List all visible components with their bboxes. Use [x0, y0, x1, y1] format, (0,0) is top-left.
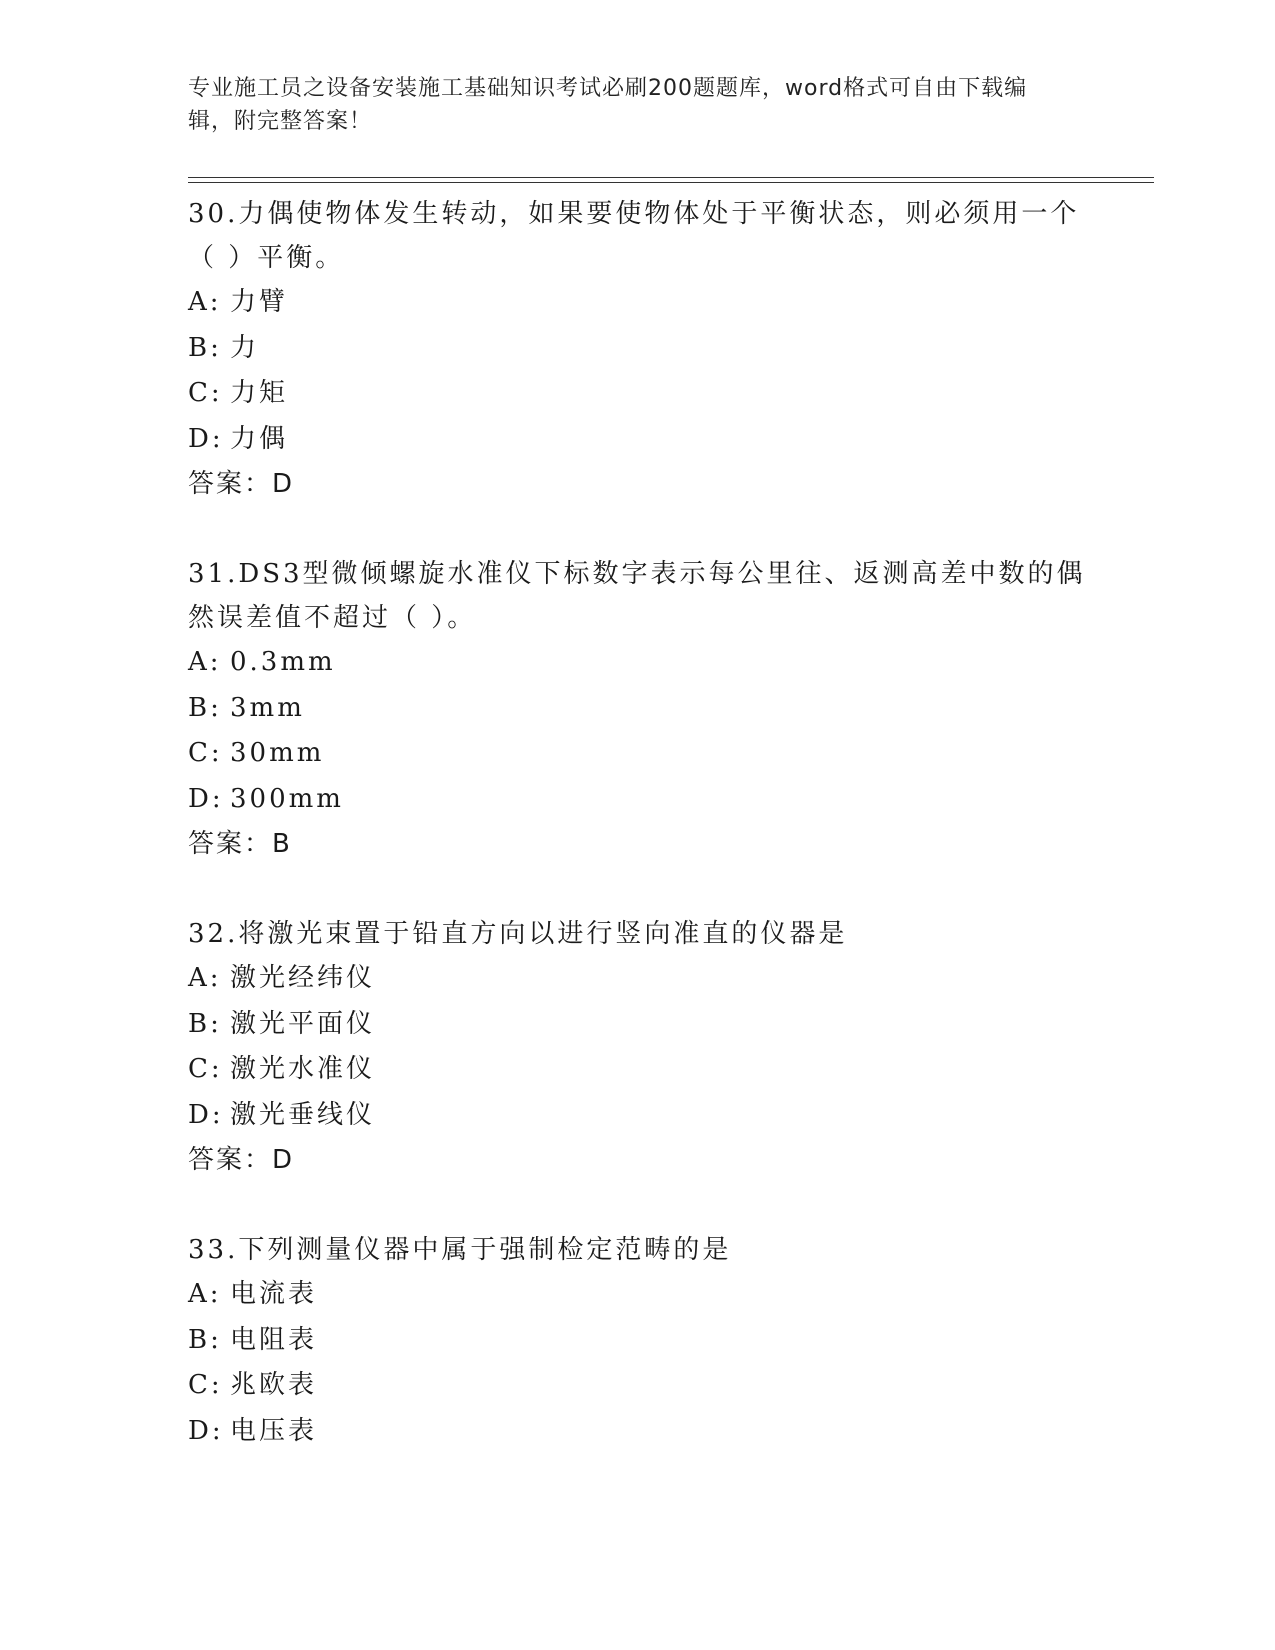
option-text: 激光经纬仪 — [230, 963, 376, 993]
option-a — [188, 280, 1088, 326]
option-c — [188, 1363, 1088, 1409]
answer-line: 答案：D — [188, 1145, 295, 1175]
option-text: 0.3mm — [230, 647, 336, 677]
option-d — [188, 777, 1088, 823]
option-letter: A: — [188, 287, 222, 317]
option-letter: C: — [188, 1054, 223, 1084]
question-32 — [188, 912, 1088, 1182]
option-letter: D: — [188, 423, 224, 454]
option-d — [188, 1093, 1088, 1139]
option-c — [188, 731, 1088, 777]
option-text: 力偶 — [230, 423, 289, 454]
answer-line: 答案：D — [188, 469, 295, 499]
question-33 — [188, 1228, 1088, 1454]
option-text: 激光平面仪 — [230, 1008, 376, 1039]
option-letter: B: — [188, 1008, 222, 1039]
option-text: 电流表 — [230, 1279, 318, 1309]
option-text: 3mm — [230, 692, 305, 723]
option-b — [188, 1318, 1088, 1364]
question-stem: 31.DS3型微倾螺旋水准仪下标数字表示每公里往、返测高差中数的偶然误差值不超过（ ）。 — [188, 559, 1086, 633]
option-letter: A: — [188, 647, 222, 677]
option-text: 电阻表 — [230, 1324, 318, 1355]
question-30 — [188, 192, 1088, 506]
answer-line: 答案：B — [188, 829, 292, 859]
option-letter: D: — [188, 1415, 224, 1446]
option-letter: D: — [188, 1099, 224, 1130]
question-stem: 33.下列测量仪器中属于强制检定范畴的是 — [188, 1235, 732, 1265]
option-a — [188, 956, 1088, 1002]
option-d — [188, 1409, 1088, 1455]
option-text: 300mm — [230, 783, 344, 814]
header-divider-top — [188, 177, 1154, 178]
option-d — [188, 417, 1088, 463]
option-text: 力臂 — [230, 287, 289, 317]
option-c — [188, 1047, 1088, 1093]
option-letter: C: — [188, 378, 223, 408]
document-header: 专业施工员之设备安装施工基础知识考试必刷200题题库，word格式可自由下载编辑，附完整答案！ — [188, 76, 1028, 134]
option-text: 激光水准仪 — [230, 1054, 376, 1084]
option-b — [188, 1002, 1088, 1048]
option-b — [188, 326, 1088, 372]
option-a — [188, 640, 1088, 686]
option-letter: B: — [188, 332, 222, 363]
option-letter: A: — [188, 963, 222, 993]
option-letter: C: — [188, 738, 223, 768]
option-text: 力 — [230, 332, 260, 363]
option-c — [188, 371, 1088, 417]
option-text: 兆欧表 — [230, 1370, 318, 1400]
option-letter: A: — [188, 1279, 222, 1309]
option-b — [188, 686, 1088, 732]
option-letter: B: — [188, 692, 222, 723]
option-letter: D: — [188, 783, 224, 814]
header-divider-bottom — [188, 182, 1154, 183]
question-31 — [188, 552, 1088, 866]
option-text: 激光垂线仪 — [230, 1099, 376, 1130]
option-text: 30mm — [230, 738, 325, 768]
option-text: 力矩 — [230, 378, 289, 408]
question-stem: 30.力偶使物体发生转动，如果要使物体处于平衡状态，则必须用一个（ ）平衡。 — [188, 199, 1080, 273]
option-letter: C: — [188, 1370, 223, 1400]
question-stem: 32.将激光束置于铅直方向以进行竖向准直的仪器是 — [188, 919, 848, 949]
option-a — [188, 1272, 1088, 1318]
question-list — [188, 192, 1088, 1500]
option-text: 电压表 — [230, 1415, 318, 1446]
option-letter: B: — [188, 1324, 222, 1355]
